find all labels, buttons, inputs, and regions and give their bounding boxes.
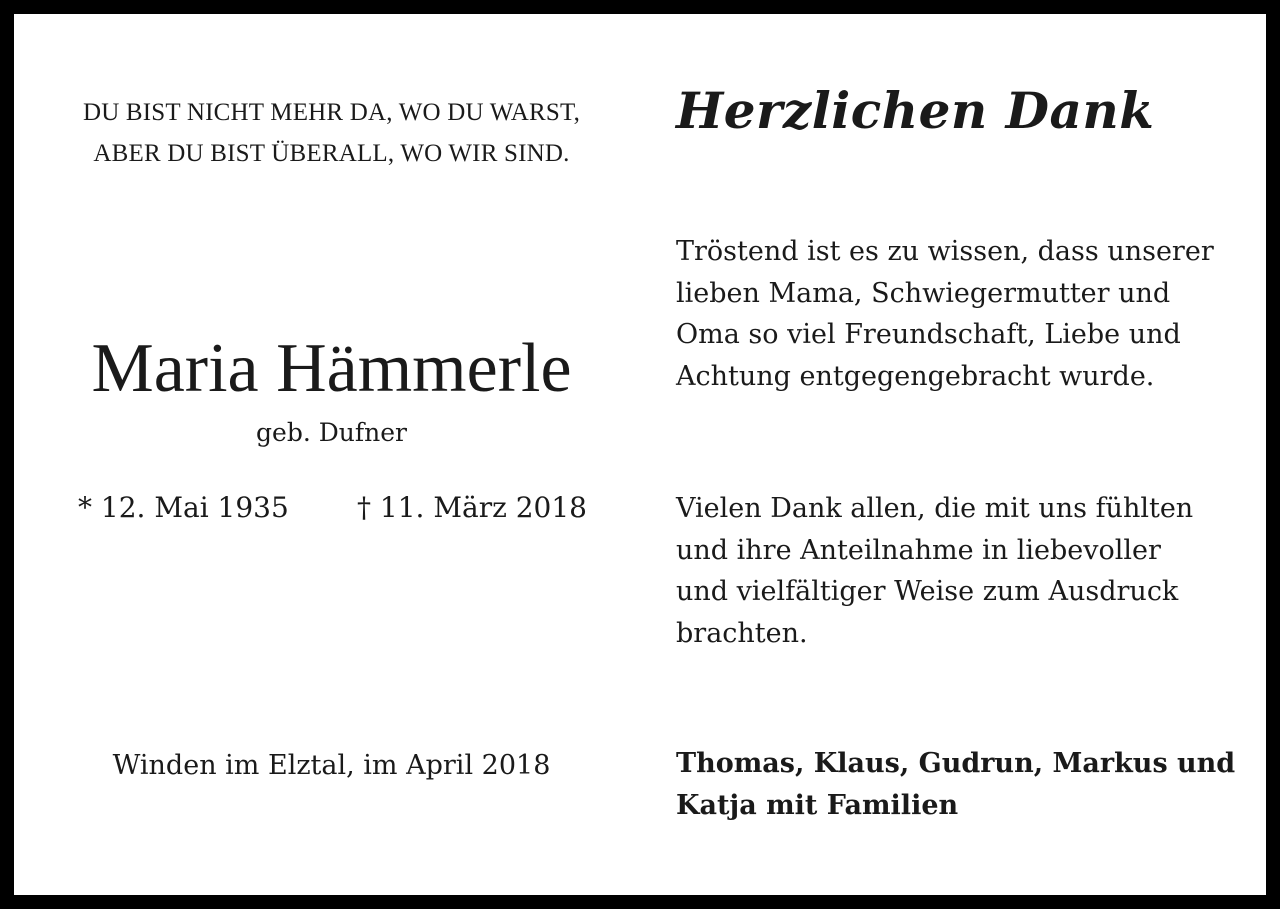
signature-line: Katja mit Familien — [676, 789, 959, 821]
paragraph-line: Tröstend ist es zu wissen, dass unserer — [676, 236, 1214, 267]
motto-quote — [54, 92, 609, 174]
obituary-card — [14, 14, 1266, 895]
birth-date: * 12. Mai 1935 — [78, 491, 289, 524]
thanks-paragraph — [676, 488, 1256, 654]
place-and-date: Winden im Elztal, im April 2018 — [112, 750, 551, 781]
signature-line: Thomas, Klaus, Gudrun, Markus und — [676, 748, 1236, 779]
consolation-paragraph — [676, 231, 1256, 397]
death-date: † 11. März 2018 — [357, 491, 587, 524]
paragraph-line: lieben Mama, Schwiegermutter und — [676, 277, 1171, 309]
family-signature — [676, 743, 1256, 826]
paragraph-line: Oma so viel Freundschaft, Liebe und — [676, 319, 1181, 350]
maiden-name: geb. Dufner — [256, 418, 407, 447]
paragraph-line: und ihre Anteilnahme in liebevoller — [676, 534, 1161, 566]
paragraph-line: brachten. — [676, 617, 808, 649]
paragraph-line: Achtung entgegengebracht wurde. — [676, 360, 1155, 392]
thank-you-heading: Herzlichen Dank — [676, 81, 1155, 140]
motto-line: ABER DU BIST ÜBERALL, WO WIR SIND. — [93, 140, 570, 167]
deceased-name: Maria Hämmerle — [91, 330, 572, 407]
motto-line: DU BIST NICHT MEHR DA, WO DU WARST, — [82, 99, 581, 126]
paragraph-line: Vielen Dank allen, die mit uns fühlten — [676, 493, 1194, 524]
paragraph-line: und vielfältiger Weise zum Ausdruck — [676, 576, 1179, 607]
